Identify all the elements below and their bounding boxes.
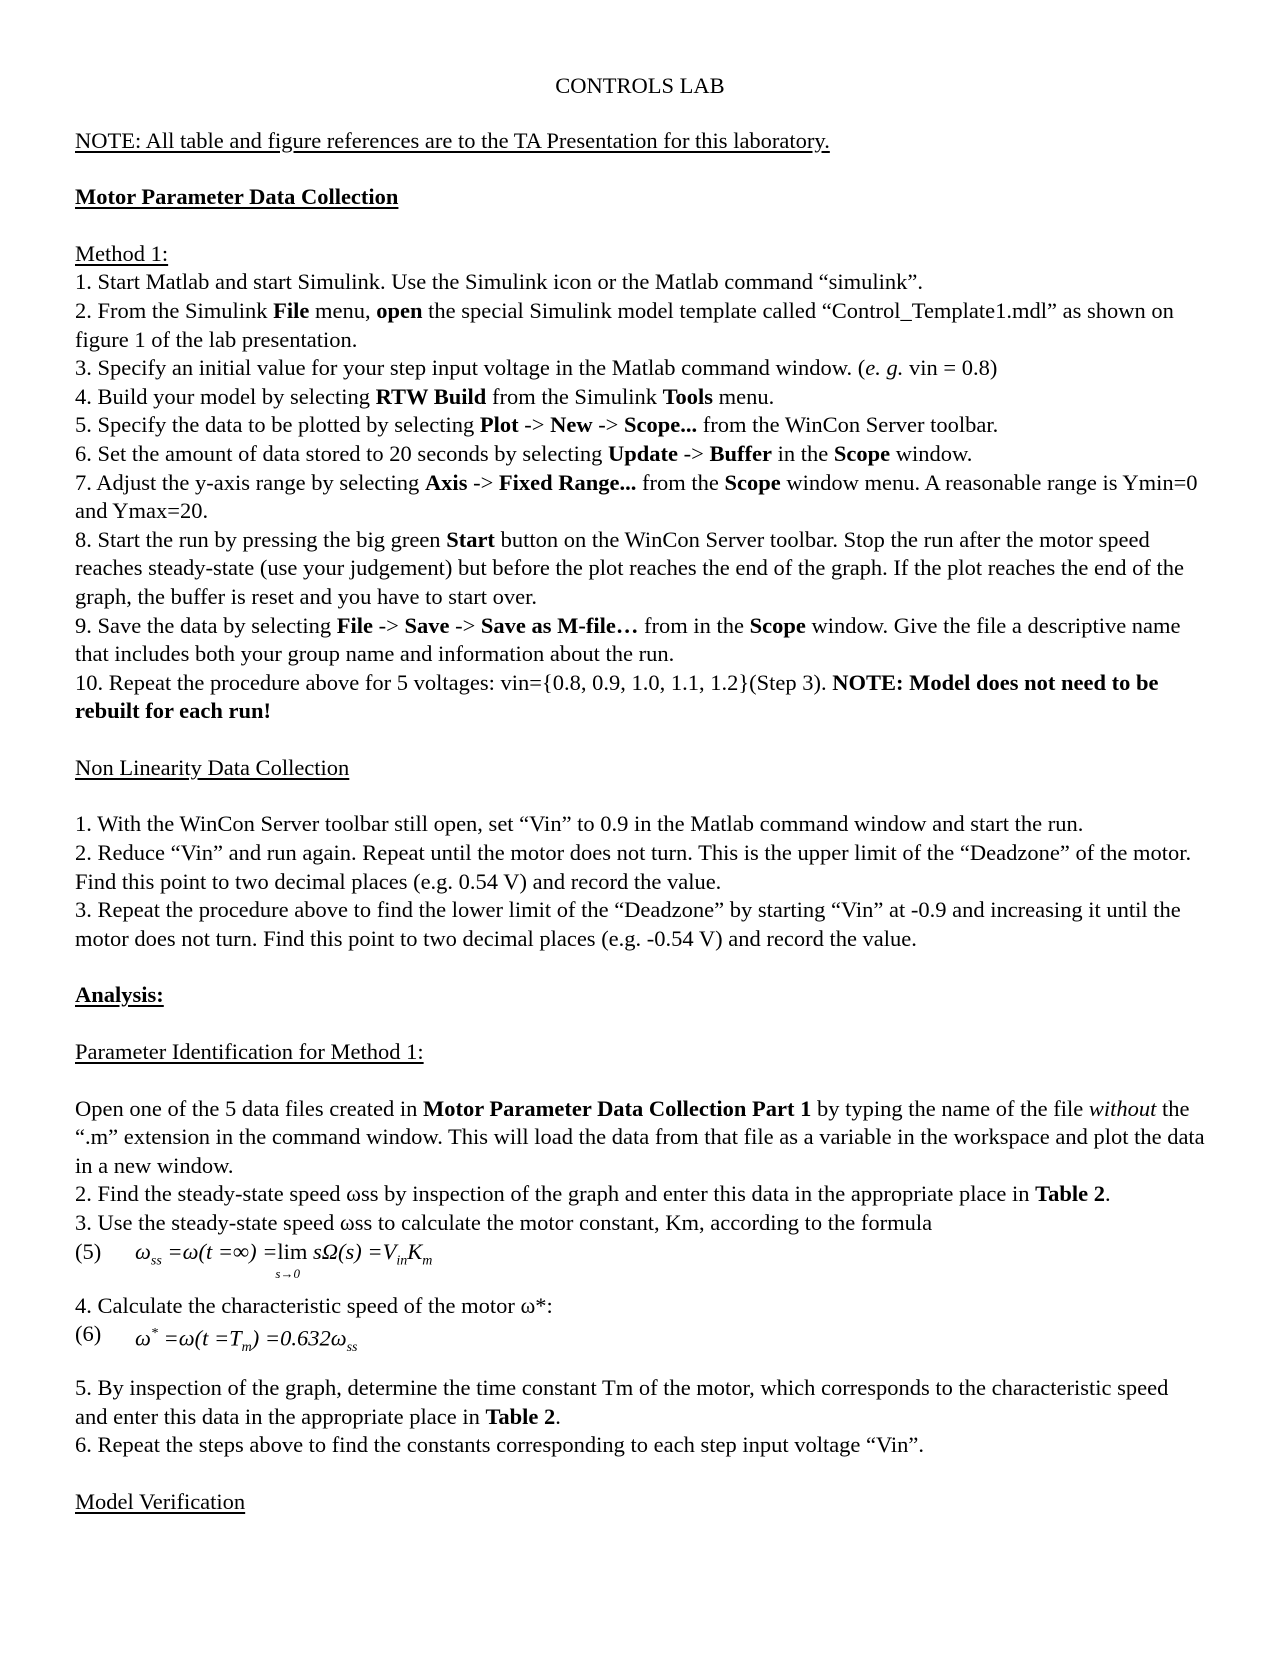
step-3: 3. Specify an initial value for your step input voltage in the Matlab command window. (e. g. vin = 0.8) <box>75 355 998 381</box>
model-verification-heading: Model Verification <box>75 1488 246 1514</box>
analysis-step-1: Open one of the 5 data files created in Motor Parameter Data Collection Part 1 by typing the name of the file without the “.m” extension in the command window. This will load the data from that file as a variable in the workspace and plot the data in a new window. <box>75 1095 1205 1178</box>
equation-6-number: (6) <box>75 1321 102 1347</box>
document-page <box>75 72 1205 1517</box>
step-8: 8. Start the run by pressing the big green Start button on the WinCon Server toolbar. Stop the run after the motor speed reaches steady-state (use your judgement) but before the plot reaches the end of the graph. If the plot reaches the end of the graph, the buffer is reset and you have to start over. <box>75 526 1184 609</box>
step-7: 7. Adjust the y-axis range by selecting Axis -> Fixed Range... from the Scope window menu. A reasonable range is Ymin=0 and Ymax=20. <box>75 469 1198 524</box>
nonlinearity-body <box>75 810 1205 953</box>
analysis-step-4: 4. Calculate the characteristic speed of the motor ω*: <box>75 1292 553 1318</box>
analysis-step-6: 6. Repeat the steps above to find the constants corresponding to each step input voltage “Vin”. <box>75 1432 925 1458</box>
equation-5-number: (5) <box>75 1238 102 1264</box>
equation-6 <box>75 1320 1205 1374</box>
equation-6-formula: $\omega^* =\omega(t =T_m) =0.632\omega_{ss}$ <box>135 1325 358 1356</box>
nl-step-1: 1. With the WinCon Server toolbar still open, set “Vin” to 0.9 in the Matlab command window and start the run. <box>75 811 1084 837</box>
equation-5 <box>75 1238 1205 1292</box>
note-line: NOTE: All table and figure references are to the TA Presentation for this laboratory. <box>75 127 830 153</box>
step-6: 6. Set the amount of data stored to 20 seconds by selecting Update -> Buffer in the Scope window. <box>75 440 973 466</box>
motor-section-body <box>75 240 1205 726</box>
step-9: 9. Save the data by selecting File -> Save -> Save as M-file… from in the Scope window. Give the file a descriptive name that includes both your group name and information about the run. <box>75 612 1181 667</box>
method-label: Method 1: <box>75 240 169 266</box>
nonlinearity-heading: Non Linearity Data Collection <box>75 754 350 780</box>
analysis-step-5: 5. By inspection of the graph, determine the time constant Tm of the motor, which corresponds to the characteristic speed and enter this data in the appropriate place in Table 2. <box>75 1375 1169 1429</box>
analysis-step-2: 2. Find the steady-state speed ωss by inspection of the graph and enter this data in the appropriate place in Table 2. <box>75 1181 1111 1207</box>
analysis-body <box>75 1095 1205 1517</box>
step-2: 2. From the Simulink File menu, open the special Simulink model template called “Control_Template1.mdl” as shown on figure 1 of the lab presentation. <box>75 297 1174 352</box>
step-10: 10. Repeat the procedure above for 5 voltages: vin={0.8, 0.9, 1.0, 1.1, 1.2}(Step 3). NOTE: Model does not need to be rebuilt for each run! <box>75 669 1159 724</box>
motor-section-heading: Motor Parameter Data Collection <box>75 184 399 210</box>
equation-5-formula: $\omega_{ss} =\omega(t$ =∞) =lim s→0 $s\Omega(s) =V_{in}K_m$ <box>135 1238 433 1281</box>
nl-step-2: 2. Reduce “Vin” and run again. Repeat until the motor does not turn. This is the upper limit of the “Deadzone” of the motor. Find this point to two decimal places (e.g. 0.54 V) and record the value. <box>75 840 1192 894</box>
analysis-subheading: Parameter Identification for Method 1: <box>75 1039 424 1065</box>
step-5: 5. Specify the data to be plotted by selecting Plot -> New -> Scope... from the WinCon Server toolbar. <box>75 412 999 438</box>
step-1: 1. Start Matlab and start Simulink. Use the Simulink icon or the Matlab command “simulink”. <box>75 269 924 295</box>
page-title: CONTROLS LAB <box>555 73 725 98</box>
nl-step-3: 3. Repeat the procedure above to find the lower limit of the “Deadzone” by starting “Vin” at -0.9 and increasing it until the motor does not turn. Find this point to two decimal places (e.g. -0.54 V) and record the value. <box>75 897 1181 951</box>
step-4: 4. Build your model by selecting RTW Build from the Simulink Tools menu. <box>75 383 775 409</box>
analysis-heading: Analysis: <box>75 982 164 1008</box>
analysis-step-3: 3. Use the steady-state speed ωss to calculate the motor constant, Km, according to the formula <box>75 1210 933 1235</box>
